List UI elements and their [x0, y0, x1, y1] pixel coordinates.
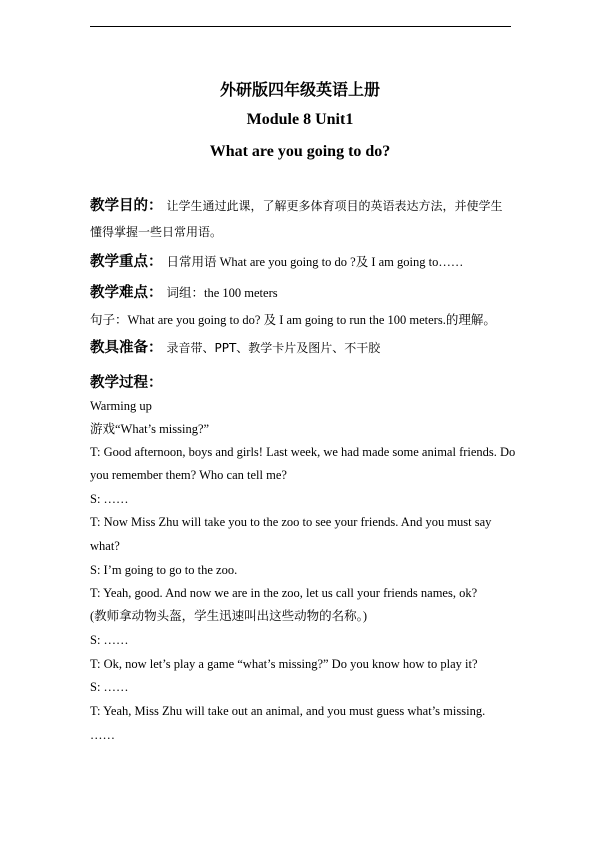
preparation-line — [90, 339, 515, 357]
aim-label: 教学目的： — [90, 198, 163, 214]
lesson-subtitle: What are you going to do? — [209, 143, 391, 160]
process-line: T: Ok, now let’s play a game “what’s missing?” Do you know how to play it? — [90, 657, 478, 671]
process-line: T: Yeah, Miss Zhu will take out an animal, and you must guess what’s missing. — [90, 704, 486, 718]
key-point-label: 教学重点： — [90, 254, 163, 270]
process-line: S: …… — [90, 492, 129, 506]
difficult-point-label: 教学难点： — [90, 285, 163, 301]
process-heading: 教学过程： — [90, 375, 163, 391]
key-point-text: 日常用语 What are you going to do ?及 I am going to…… — [166, 255, 464, 269]
process-line: what? — [90, 539, 120, 553]
sentence-line: 句子：What are you going to do? 及 I am going to run the 100 meters.的理解。 — [90, 313, 496, 327]
process-line: T: Good afternoon, boys and girls! Last week, we had made some animal friends. Do — [90, 445, 516, 459]
difficult-point-line — [90, 284, 515, 302]
aim-line — [90, 197, 515, 215]
aim-text: 让学生通过此课，了解更多体育项目的英语表达方法，并使学生 — [166, 199, 503, 213]
process-line: …… — [90, 728, 115, 742]
process-line: you remember them? Who can tell me? — [90, 468, 287, 482]
process-line: 游戏“What’s missing?” — [90, 422, 210, 436]
process-line: T: Yeah, good. And now we are in the zoo, let us call your friends names, ok? — [90, 586, 478, 600]
header-rule — [90, 26, 511, 27]
process-line: S: …… — [90, 680, 129, 694]
process-line: S: …… — [90, 633, 129, 647]
aim-text-continued: 懂得掌握一些日常用语。 — [90, 225, 223, 239]
module-title: Module 8 Unit1 — [246, 111, 354, 128]
document-title: 外研版四年级英语上册 — [219, 80, 380, 99]
process-line: T: Now Miss Zhu will take you to the zoo to see your friends. And you must say — [90, 515, 492, 529]
key-point-line — [90, 253, 515, 271]
process-line: (教师拿动物头盔，学生迅速叫出这些动物的名称。) — [90, 609, 368, 623]
preparation-text: 录音带、PPT、教学卡片及图片、不干胶 — [166, 341, 381, 355]
process-line: S: I’m going to go to the zoo. — [90, 563, 238, 577]
process-line: Warming up — [90, 399, 152, 413]
preparation-label: 教具准备： — [90, 340, 163, 356]
difficult-point-text: 词组：the 100 meters — [166, 286, 278, 300]
